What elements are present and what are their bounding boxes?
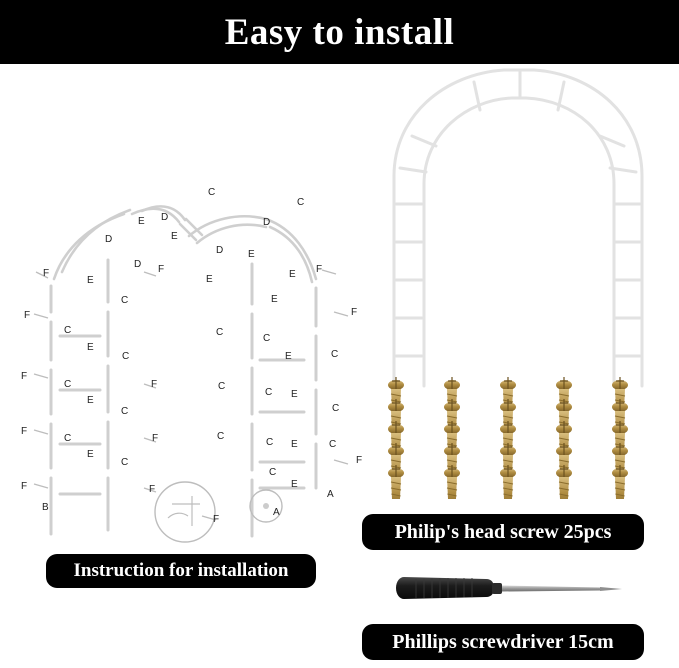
screw-count-label: Philip's head screw 25pcs [362, 514, 644, 550]
svg-text:D: D [216, 245, 224, 256]
svg-text:C: C [265, 387, 273, 398]
svg-text:F: F [316, 264, 323, 275]
svg-text:C: C [263, 333, 271, 344]
detail-callout-circle [155, 482, 215, 542]
svg-text:F: F [21, 371, 28, 382]
svg-text:C: C [121, 406, 129, 417]
svg-text:C: C [217, 431, 225, 442]
svg-text:E: E [87, 275, 94, 286]
svg-text:F: F [149, 484, 156, 495]
screwdriver-svg [374, 559, 674, 619]
svg-text:C: C [329, 439, 337, 450]
svg-text:E: E [271, 294, 278, 305]
svg-text:E: E [291, 479, 298, 490]
instruction-label: Instruction for installation [46, 554, 316, 588]
svg-text:C: C [121, 457, 129, 468]
svg-text:E: E [248, 249, 255, 260]
svg-text:C: C [266, 437, 274, 448]
svg-text:C: C [331, 349, 339, 360]
svg-text:E: E [291, 389, 298, 400]
svg-text:C: C [64, 325, 72, 336]
svg-text:C: C [121, 295, 129, 306]
svg-text:E: E [206, 274, 213, 285]
page-title: Easy to install [224, 11, 455, 53]
svg-text:D: D [134, 259, 142, 270]
svg-text:C: C [208, 187, 216, 198]
svg-text:F: F [21, 481, 28, 492]
assembly-diagram-svg [4, 64, 374, 604]
header-banner [0, 0, 679, 64]
svg-text:E: E [87, 342, 94, 353]
svg-text:E: E [289, 269, 296, 280]
svg-text:D: D [263, 217, 271, 228]
svg-text:E: E [171, 231, 178, 242]
svg-text:C: C [64, 379, 72, 390]
svg-text:C: C [297, 197, 305, 208]
content-area [0, 64, 679, 668]
svg-text:E: E [291, 439, 298, 450]
svg-text:B: B [42, 502, 49, 513]
screw-grid [374, 374, 674, 499]
screw-grid-svg [374, 374, 674, 499]
svg-text:D: D [105, 234, 113, 245]
svg-text:F: F [21, 426, 28, 437]
svg-text:D: D [161, 212, 169, 223]
svg-text:E: E [285, 351, 292, 362]
svg-text:C: C [269, 467, 277, 478]
svg-text:E: E [87, 449, 94, 460]
svg-text:E: E [87, 395, 94, 406]
assembled-arch-illustration [374, 56, 674, 386]
svg-text:E: E [138, 216, 145, 227]
svg-text:F: F [351, 307, 358, 318]
part-letter-labels [21, 187, 362, 525]
svg-text:F: F [213, 514, 220, 525]
arch-svg [374, 56, 674, 396]
screwdriver-label: Phillips screwdriver 15cm [362, 624, 644, 660]
svg-text:C: C [216, 327, 224, 338]
screwdriver-illustration [374, 559, 674, 619]
assembly-diagram [4, 64, 374, 604]
svg-text:F: F [43, 268, 50, 279]
svg-text:C: C [64, 433, 72, 444]
svg-text:A: A [327, 489, 334, 500]
svg-text:F: F [152, 433, 159, 444]
svg-text:F: F [356, 455, 363, 466]
svg-text:C: C [218, 381, 226, 392]
svg-text:A: A [273, 507, 280, 518]
svg-text:F: F [24, 310, 31, 321]
svg-text:F: F [151, 379, 158, 390]
svg-text:C: C [122, 351, 130, 362]
svg-text:F: F [158, 264, 165, 275]
svg-text:C: C [332, 403, 340, 414]
